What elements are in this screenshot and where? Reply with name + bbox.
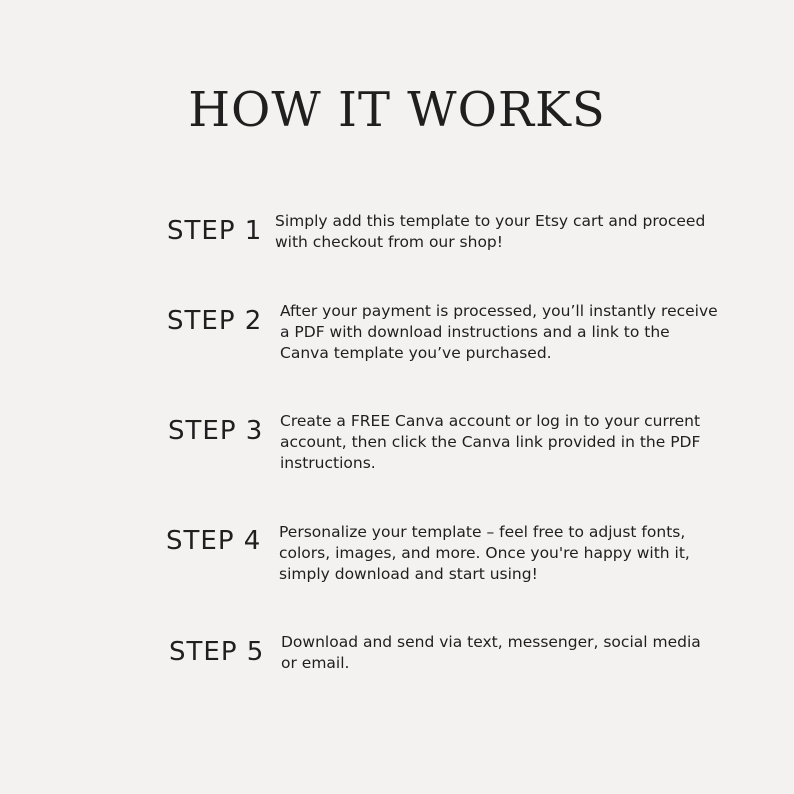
step-4-text: Personalize your template – feel free to adjust fonts, colors, images, and more. Once you're happy with it, simply download and start using! [279,523,690,583]
step-1-text: Simply add this template to your Etsy cart and proceed with checkout from our shop! [275,212,706,251]
step-1-label: STEP 1 [167,216,263,246]
step-2-label: STEP 2 [167,306,263,336]
step-4-label: STEP 4 [166,526,262,556]
step-5-label: STEP 5 [169,637,265,667]
step-5-text: Download and send via text, messenger, social media or email. [281,633,701,672]
step-3-text: Create a FREE Canva account or log in to your current account, then click the Canva link provided in the PDF instructions. [280,412,701,472]
step-2-text: After your payment is processed, you’ll instantly receive a PDF with download instructions and a link to the Canva template you’ve purchased. [280,302,718,362]
page-title: HOW IT WORKS [188,82,606,138]
step-3-label: STEP 3 [168,416,264,446]
